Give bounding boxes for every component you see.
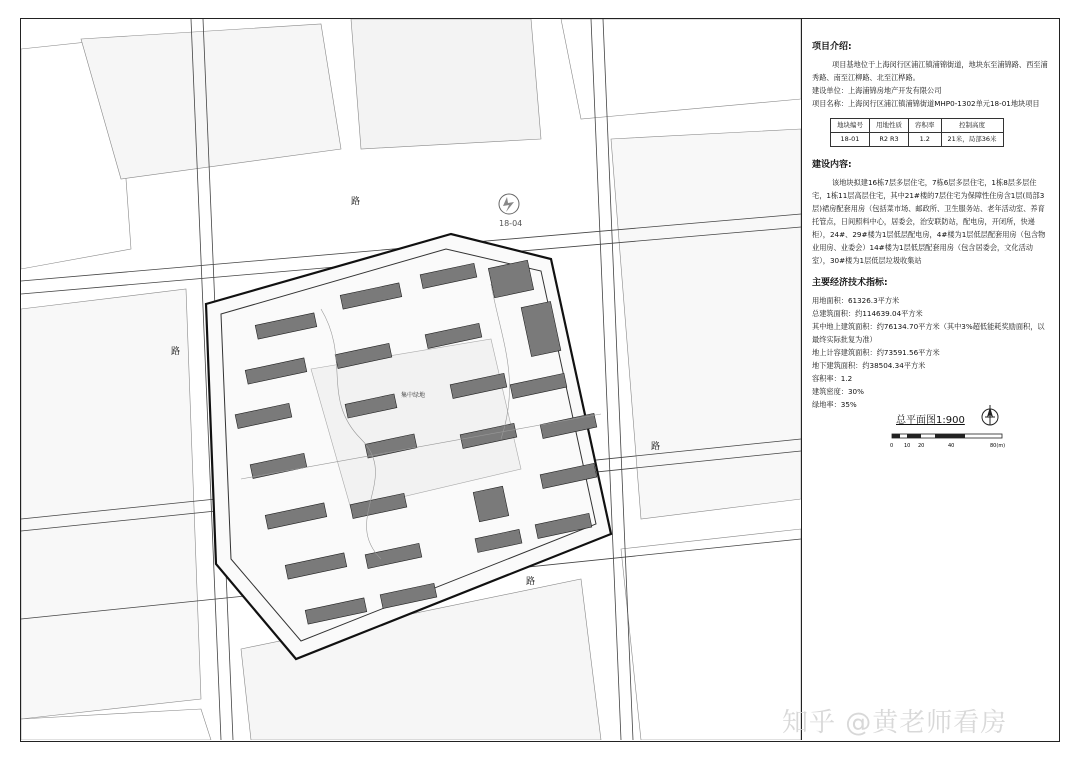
spec-table — [830, 118, 1004, 147]
table-header: 控制高度 — [941, 119, 1003, 133]
table-header: 容积率 — [909, 119, 942, 133]
content-title: 建设内容: — [812, 160, 852, 170]
metric-item: 容积率：1.2 — [812, 374, 853, 383]
road-label-east: 路 — [651, 442, 661, 452]
scale-bar — [890, 431, 1010, 451]
table-cell: 18-01 — [831, 133, 870, 147]
content-body: 该地块拟建16栋7层多层住宅，7栋6层多层住宅，1栋8层多层住宅，1栋11层高层住宅，其中21#楼的7层住宅为保障性住房含1层(局部3层)裙房配套用房（包括菜市场、邮政所、卫生服务站、老年活动室、养育托管点，日间照料中心，居委会，治安联防站，配电房，开闭所，快递柜），24#、29#楼为1层低层配电房，4#楼为1层低层配套用房（包含物业用房、业委会）14#楼为1层低层配套用房（包含居委会，文化活动室），30#楼为1层低层垃圾收集站 — [812, 178, 1046, 265]
road-east-1 — [591, 19, 621, 740]
road-label-north: 路 — [351, 197, 361, 207]
road-label-west: 路 — [171, 347, 181, 357]
building — [473, 486, 509, 522]
center-label: 集中绿地 — [401, 392, 426, 399]
table-header: 地块编号 — [831, 119, 870, 133]
table-cell: 1.2 — [909, 133, 942, 147]
metric-item: 地上计容建筑面积：约73591.56平方米 — [812, 348, 940, 357]
info-panel — [802, 19, 1058, 740]
table-row — [831, 133, 1004, 147]
metric-item: 其中地上建筑面积：约76134.70平方米（其中3%超低能耗奖励面积，以最终实际批复为准） — [812, 322, 1045, 344]
scale-tick: 40 — [948, 443, 955, 449]
project-intro-body: 项目基地位于上海闵行区浦江镇浦锦街道，地块东至浦锦路、西至浦秀路、南至江柳路、北至江桦路。 — [812, 60, 1048, 82]
drawing-sheet — [20, 18, 1060, 742]
project-intro-title: 项目介绍: — [812, 42, 852, 52]
block-se — [621, 529, 801, 740]
block-nw-2 — [81, 24, 341, 179]
scale-tick: 10 — [904, 443, 911, 449]
metrics-title: 主要经济技术指标: — [812, 278, 888, 288]
lot-code: 18-04 — [499, 219, 523, 228]
metric-item: 用地面积：61326.3平方米 — [812, 296, 900, 305]
site-plan-drawing — [21, 19, 801, 740]
scale-title: 总平面图1:900 — [896, 415, 965, 426]
road-east-2 — [603, 19, 633, 740]
block-ne — [561, 19, 801, 119]
developer: 建设单位：上海浦锦房地产开发有限公司 — [812, 86, 942, 95]
table-header: 用地性质 — [870, 119, 909, 133]
table-cell: R2 R3 — [870, 133, 909, 147]
site-plan — [21, 19, 802, 740]
scale-tick: 0 — [890, 443, 894, 449]
table-cell: 21米，局部36米 — [941, 133, 1003, 147]
watermark: 知乎 @黄老师看房 — [782, 708, 1008, 738]
metric-item: 绿地率：35% — [812, 400, 857, 409]
metric-item: 地下建筑面积：约38504.34平方米 — [812, 361, 926, 370]
road-label-south: 路 — [526, 577, 536, 587]
north-arrow-icon — [980, 404, 1000, 428]
metric-item: 建筑密度：30% — [812, 387, 864, 396]
project-name: 项目名称：上海闵行区浦江镇浦锦街道MHP0-1302单元18-01地块项目 — [812, 99, 1040, 108]
metric-item: 总建筑面积：约114639.04平方米 — [812, 309, 923, 318]
scale-tick: 80(m) — [990, 443, 1006, 449]
table-header-row — [831, 119, 1004, 133]
scale-tick: 20 — [918, 443, 925, 449]
block-n — [351, 19, 541, 149]
